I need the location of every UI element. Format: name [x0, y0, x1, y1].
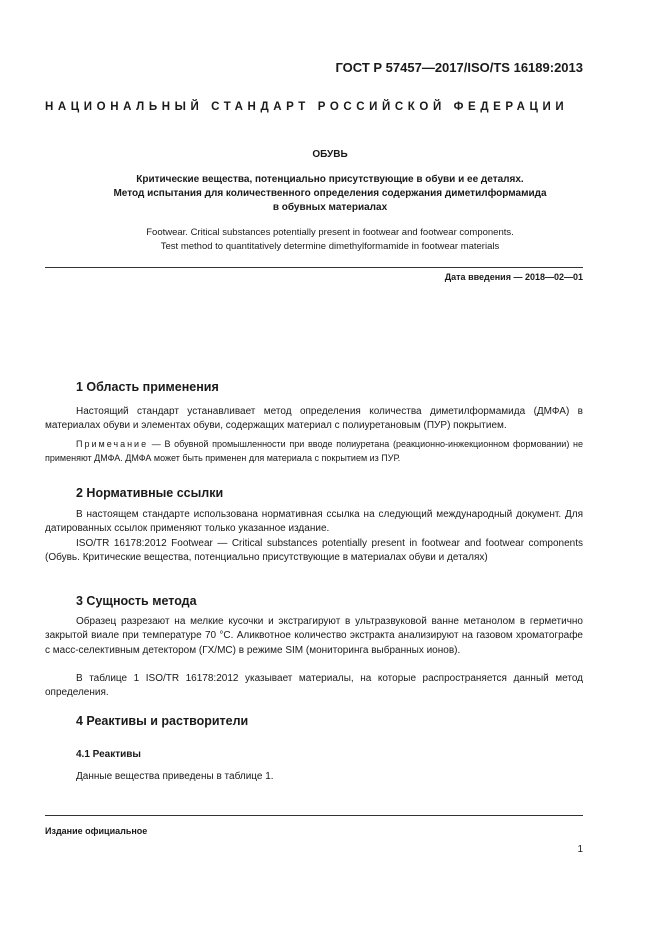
russian-subtitle-line: Критические вещества, потенциально присутствующие в обуви и ее деталях.	[136, 174, 524, 185]
section-3-paragraph: Образец разрезают на мелкие кусочки и экстрагируют в ультразвуковой ванне метанолом в герметично закрытой виале при температуре 70 °С. Аликвотное количество экстракта анализируют на газовом хроматографе с масс-селективным детектором (ГХ/МС) в режиме SIM (мониторинга выбранных ионов).	[45, 616, 583, 656]
national-standard-banner: НАЦИОНАЛЬНЫЙ СТАНДАРТ РОССИЙСКОЙ ФЕДЕРАЦИИ	[45, 101, 569, 113]
standard-designation: ГОСТ Р 57457—2017/ISO/TS 16189:2013	[335, 60, 583, 75]
section-3-heading: 3 Сущность метода	[76, 594, 197, 608]
official-edition-label: Издание официальное	[45, 826, 148, 836]
header-divider	[45, 267, 583, 268]
english-subtitle	[45, 226, 615, 253]
russian-subtitle-line: Метод испытания для количественного определения содержания диметилформамида	[113, 188, 547, 199]
section-1-note	[45, 437, 583, 466]
section-2-heading: 2 Нормативные ссылки	[76, 486, 224, 500]
section-4-1-heading: 4.1 Реактивы	[76, 749, 141, 760]
section-4-paragraph: Данные вещества приведены в таблице 1.	[76, 771, 274, 782]
page-number: 1	[577, 844, 583, 855]
english-subtitle-line: Footwear. Critical substances potentially present in footwear and footwear components.	[146, 227, 514, 238]
section-1-paragraph: Настоящий стандарт устанавливает метод определения количества диметилформамида (ДМФА) в материалах обуви и элементах обуви, содержащих материал с полиуретановым (ПУР) покрытием.	[45, 406, 583, 432]
note-text: — В обувной промышленности при вводе полиуретана (реакционно-инжекционном формовании) не применяют ДМФА. ДМФА может быть применен для материала с покрытием из ПУР.	[45, 439, 583, 464]
russian-subtitle-line: в обувных материалах	[272, 202, 388, 213]
section-1-heading: 1 Область применения	[76, 380, 219, 394]
footer-divider	[45, 815, 583, 816]
introduction-date: Дата введения — 2018—02—01	[444, 272, 583, 282]
section-2-reference: ISO/TR 16178:2012 Footwear — Critical substances potentially present in footwear and footwear components (Обувь. Критические вещества, потенциально присутствующие в материалах обуви и деталях)	[45, 538, 583, 564]
document-title: ОБУВЬ	[312, 149, 348, 160]
english-subtitle-line: Test method to quantitatively determine dimethylformamide in footwear materials	[160, 240, 500, 252]
section-3-paragraph-2: В таблице 1 ISO/TR 16178:2012 указывает материалы, на которые распространяется данный метод определения.	[45, 673, 583, 699]
note-label: Примечание	[76, 439, 149, 449]
section-4-heading: 4 Реактивы и растворители	[76, 714, 249, 728]
section-2-paragraph: В настоящем стандарте использована нормативная ссылка на следующий международный документ. Для датированных ссылок применяют только указанное издание.	[45, 509, 583, 535]
russian-subtitle	[45, 173, 615, 215]
